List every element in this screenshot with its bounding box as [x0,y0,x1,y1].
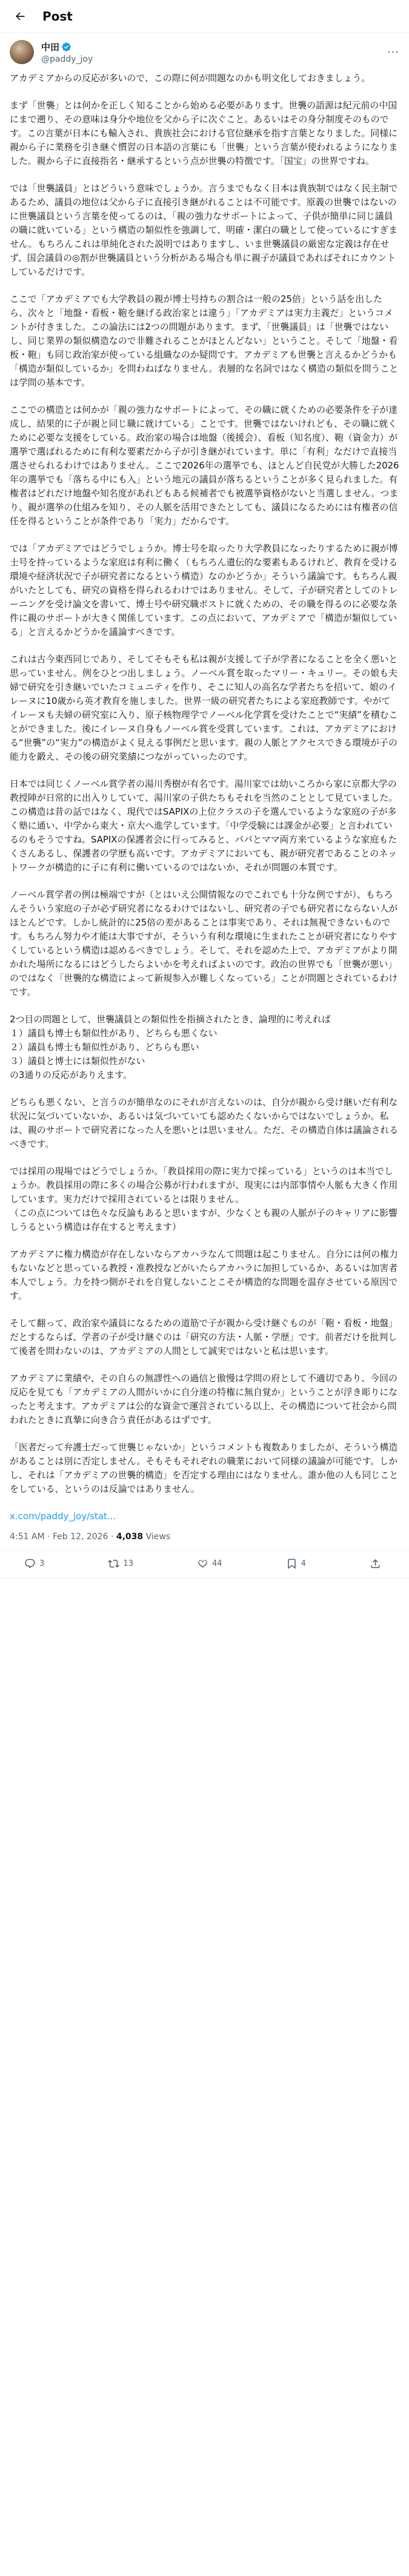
post-paragraph: アカデミアに権力構造が存在しないならアカハラなんて問題は起こりません。自分には何の権力もないなどと思っている教授・准教授などがいたらアカハラに加担しているか、あるいは加害者本人でしょう。力を持つ側がそれを自覚しないことこそが構造的な問題を温存させている原因です。 [10,1249,398,1301]
repost-button[interactable] [108,1558,133,1569]
post-timestamp[interactable]: 4:51 AM · Feb 12, 2026 [10,1532,108,1542]
post-paragraph: では「アカデミアではどうでしょうか。博士号を取ったり大学教員になったりするために親が博士号を持っているような家庭は有利に働く（もちろん遺伝的な要素もあるけれど、教育を受ける環境や経済状況で子が研究者になるという構造）なのかどうか」そういう議論です。もちろん親がいたとしても、研究の資格を得られるわけではありません。そして、子が研究者としてのトレーニングを受け論文を書いて、博士号や研究職ポストに就くための、その職を得るのに必要な条件に親のサポートが大きく関係しています。この点において、アカデミアで「構造が類似している」と言えるかどうかを議論すべきです。 [10,543,398,637]
post-paragraph: では「世襲議員」とはどういう意味でしょうか。言うまでもなく日本は貴族制ではなく民主制であるため、議員の地位は父から子に直接引き継がれることは不可能です。原義の世襲ではないのに世襲議員という言葉を使ってるのは、「親の強力なサポートによって、子供が簡単に同じ議員の職に就いている」という構造の類似性を強調して、明確・潔白の職として使っているにすぎません。もちろんこれは単純化された説明ではありますし、いま世襲議員の厳密な定義は存在せず、国会議員の◎割が世襲議員という分析がある場合も単に親子が議員であればそれにカウントしているだけです。 [10,183,398,277]
post-paragraph: では採用の現場ではどうでしょうか。「教員採用の際に実力で採っている」というのは本当でしょうか。教員採用の際に多くの場合公募が行われますが、現実には内部事情や人脈も大きく作用しています。実力だけで採用されているとは限りません。 （この点については色々な反論もあると思いますが、少なくとも親の人脈が子のキャリアに影響しうるという構造は存在すると考えます） [10,1166,398,1232]
author-name-line [41,41,93,53]
reply-icon [24,1558,36,1569]
heart-icon [197,1558,208,1569]
more-options-icon[interactable]: ··· [387,45,399,59]
views-label: Views [145,1532,171,1542]
bookmark-count: 4 [301,1559,306,1568]
author-names [41,41,93,64]
post-paragraph: ノーベル賞学者の例は極端ですが（とはいえ公開情報なのでこれでも十分な例ですが）、もちろんそういう家庭の子が必ず研究者になるわけではないし、研究者の子でも研究者にならない人がほとんどです。しかし統計的に25倍の差があることは事実であり、それは無視できないものです。もちろん努力や才能は大事ですが、そういう有利な環境に生まれたことが研究者になりやすくしているという構造は認めるべきでしょう。そして、それを認めた上で、アカデミアがより開かれた場所になるにはどうしたらよいかを考えればよいのです。政治の世界でも「世襲が悪い」のではなく「世襲的な構造によって新規参入が難しくなっている」ことが問題とされているわけです。 [10,889,398,997]
bookmark-button[interactable] [286,1558,306,1569]
avatar[interactable] [10,40,34,64]
repost-icon [108,1558,119,1569]
reply-button[interactable] [24,1558,44,1569]
post-paragraph: まず「世襲」とは何かを正しく知ることから始める必要があります。世襲の語源は紀元前の中国にまで遡り、その意味は身分や地位を父から子に次ぐこと。あるいはその身分制度そのものです。この言葉が日本にも輸入され、貴族社会における官位継承を指す言葉となりました。同様に親から子に業務を引き継ぐ慣習の日本語の言葉にも「世襲」という言葉が使われるようになりました。親から子に直接指名・継承するという点が世襲の特徴です。「国宝」の世界ですね。 [10,100,398,166]
post-paragraph: どちらも悪くない、と言うのが簡単なのにそれが言えないのは、自分が親から受け継いだ有利な状況に気づいていないか、あるいは気づいていても認めたくないからではないでしょうか。私は、親のサポートで研究者になった人を悪いとは思いません。ただ、その構造自体は議論されるべきです。 [10,1097,399,1149]
meta-separator: · [110,1532,116,1542]
views-count: 4,038 [116,1532,144,1542]
post-paragraph: ここで「アカデミアでも大学教員の親が博士号持ちの割合は一般の25倍」という話を出したら、次々と「地盤・看板・鞄を継げる政治家とは違う」「アカデミアは実力主義だ」というコメントが付きました。この論法には2つの問題があります。まず、「世襲議員」は「世襲ではないし、同じ業界の類似構造なので非難されることがほとんどない」ということ。そして「地盤・看板・鞄」も同じ政治家が使っている組織なのか疑問です。アカデミアも世襲と言えるかどうかも「構造が類似しているか」を問わねばなりません。表層的な名詞ではなく構造の類似を問うことは学問の基本です。 [10,294,399,388]
back-arrow-icon[interactable] [10,6,30,27]
post-paragraph: アカデミアからの反応が多いので、この際に何が問題なのかも明文化しておきましょう。 [10,73,371,84]
author-name[interactable]: 中田 [41,41,60,53]
post-paragraph: アカデミアに業績や、その自らの無謬性への過信と傲慢は学問の府として不適切であり、今回の反応を見ても「アカデミアの人間がいかに自分達の特権に無自覚か」ということが浮き彫りになったと考えます。アカデミアは公的な資金で運営されている以上、その構造について社会から問われたときに真摯に向き合う責任があるはずです。 [10,1373,398,1425]
author-row [0,33,409,64]
post-paragraph: 2つ目の問題として、世襲議員との類似性を指摘されたとき、論理的に考えれば １）議員も博士も類似性があり、どちらも悪くない ２）議員も博士も類似性があり、どちらも悪い ３）議員と博士には類似性がない の3通りの反応がありえます。 [10,1014,331,1080]
share-button[interactable] [370,1558,385,1569]
bookmark-icon [286,1558,298,1569]
repost-count: 13 [123,1559,133,1568]
post-paragraph: ここでの構造とは何かが「親の強力なサポートによって、その職に就くための必要条件を子が達成し、結果的に子が親と同じ職に就けている」ことです。世襲ではないけれども、その職に就くために必要な支援をしている。政治家の場合は地盤（後援会）、看板（知名度）、鞄（資金力）が選挙で選ばれるために有利な要素だから子が引き継がれています。単に「有利」なだけで直接当選させられるわけではありません。ここで2026年の選挙でも、ほとんど自民党が大勝した2026年の選挙でも「落ちる中にも入」という地元の議員が落ちるということが多く見られました。有権者はどれだけ地盤や知名度があれどもある候補者でも被選挙資格がないと当選しません。つまり、親が選挙の仕組みを知り、その人脈を活用できたとしても、議員になるためには有権者の信任を得るということが条件であり「実力」だからです。 [10,404,399,527]
post-meta [0,1532,409,1551]
post-paragraph: 「医者だって弁護士だって世襲じゃないか」というコメントも複数ありましたが、そういう構造があることは別に否定しません。そもそもそれぞれの職業において同様の議論が可能です。しかし、それは「アカデミアの世襲的構造」を否定する理由にはなりません。誰か他の人も同じことをしている、というのは反論ではありません。 [10,1442,399,1494]
share-icon [370,1558,381,1569]
post-paragraph: これは古今東西同じであり、そしてそもそも私は親が支援して子が学者になることを全く悪いと思っていません。例をひとつ出しましょう。ノーベル賞を取ったマリー・キュリー。その娘も夫婦で研究を引き継いでいたコミュニティを作り、そこに知人の高名な学者たちを招いて、娘のイレーヌに10歳から英才教育を施しました。世界一級の研究者たちによる家庭教師です。やがてイレーヌも夫婦の研究室に入り、原子核物理学でノーベル化学賞を受けたことで“実績”を積むことができました。後にイレーヌ自身もノーベル賞を受賞しています。これは、アカデミアにおける“世襲”の“実力”の構造がよく見える事例だと思います。親の人脈とアクセスできる環境が子の能力を鍛え、その後の研究業績につながっていったのです。 [10,654,398,762]
post-body [0,64,409,1496]
like-count: 44 [211,1559,222,1568]
page-title: Post [42,8,73,24]
post-link[interactable]: x.com/paddy_joy/stat... [10,1511,116,1522]
top-bar [0,0,409,33]
author-handle[interactable]: @paddy_joy [41,54,93,64]
post-paragraph: そして翻って、政治家や議員になるための道筋で子が親から受け継ぐものが「鞄・看板・地盤」だとするならば、学者の子が受け継ぐのは「研究の方法・人脈・学歴」です。前者だけを批判して後者を問わないのは、アカデミアの人間として誠実ではないと私は思います。 [10,1318,398,1356]
action-bar [0,1551,409,1579]
post-paragraph: 日本では同じくノーベル賞学者の湯川秀樹が有名です。湯川家では幼いころから家に京都大学の教授陣が日常的に出入りしていて、湯川家の子供たちもそれを当然のこととして見ていました。この構造は昔の話ではなく、現代ではSAPIXの上位クラスの子を選んでいるような家庭の子が多く塾に通い、中学から東大・京大へ進学しています。「中学受験には課金が必要」と言われているのもそうですね。SAPIXの保護者会に行ってみると、パパとママ両方来ているような家庭もたくさんあるし、保護者の学歴も高いです。アカデミアにおいても、親が研究者であることのネットワークが構造的に子に有利に働いているのではないか、それが問題の本質です。 [10,778,398,873]
reply-count: 3 [39,1559,45,1568]
like-button[interactable] [197,1558,222,1569]
verified-badge-icon [61,42,71,52]
